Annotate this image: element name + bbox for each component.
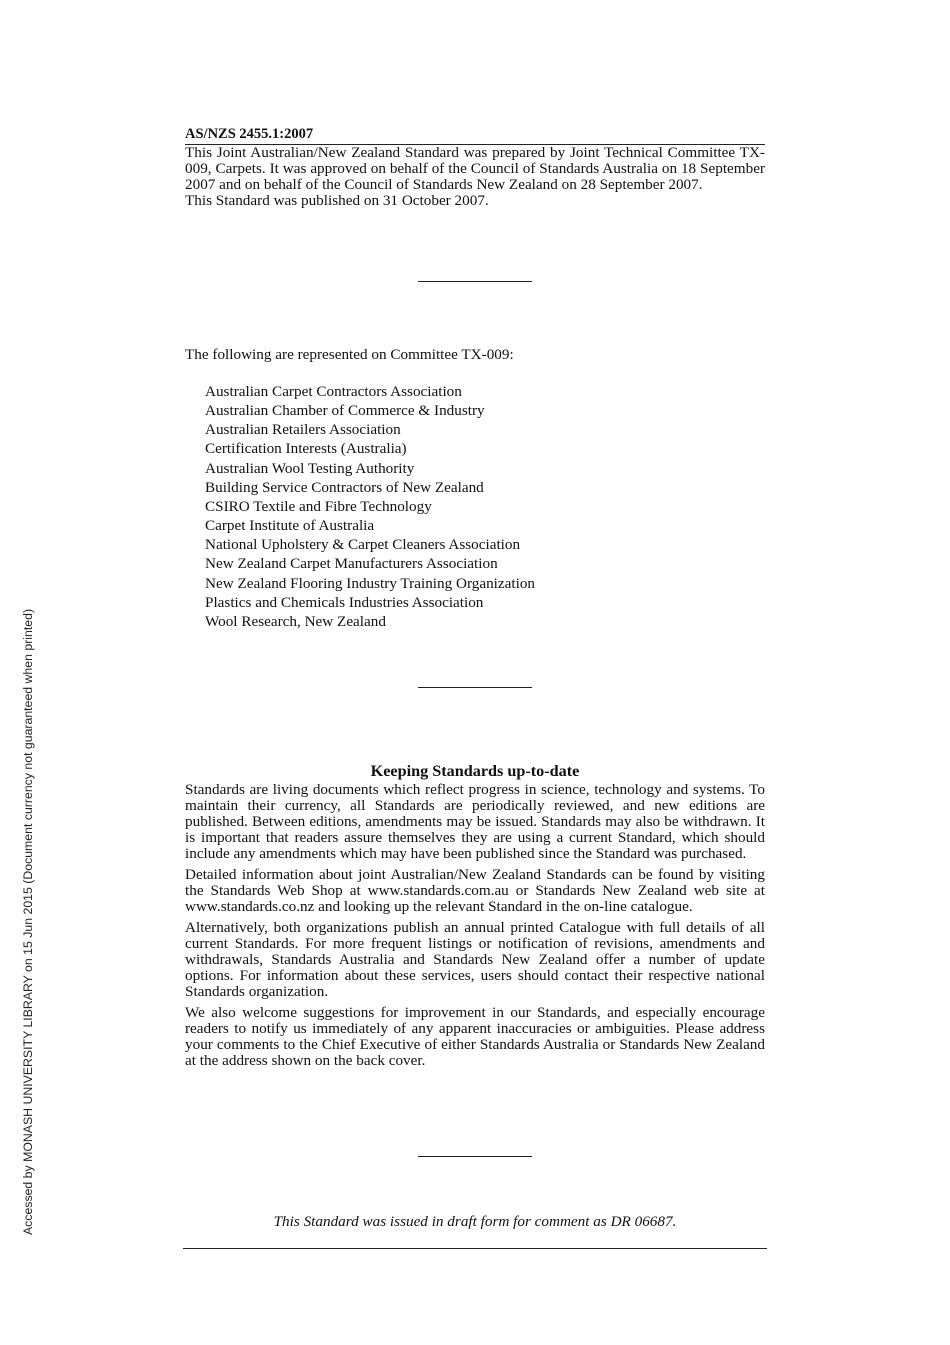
body-paragraph: We also welcome suggestions for improvement in our Standards, and especially encourage readers to notify us immediately of any apparent inaccuracies or ambiguities. Please address your comments to the Chief Executive of either Standards Australia or Standards New Zealand at the address shown on the back cover. xyxy=(185,1004,765,1069)
committee-intro: The following are represented on Committee TX-009: xyxy=(185,346,514,363)
footer-rule xyxy=(183,1248,767,1249)
list-item: Wool Research, New Zealand xyxy=(205,612,386,630)
header-block xyxy=(185,126,765,209)
section-divider xyxy=(418,1156,532,1157)
body-paragraph: Detailed information about joint Australian/New Zealand Standards can be found by visiting the Standards Web Shop at www.standards.com.au or Standards New Zealand web site at www.standards.co.nz and looking up the relevant Standard in the on-line catalogue. xyxy=(185,866,765,915)
list-item: Plastics and Chemicals Industries Association xyxy=(205,593,484,611)
section-divider xyxy=(418,687,532,688)
list-item: New Zealand Carpet Manufacturers Association xyxy=(205,555,498,573)
draft-note: This Standard was issued in draft form for comment as DR 06687. xyxy=(273,1213,677,1230)
section-divider xyxy=(418,281,532,282)
body-paragraph: Alternatively, both organizations publish an annual printed Catalogue with full details of all current Standards. For more frequent listings or notification of revisions, amendments and withdrawals, Standards Australia and Standards New Zealand offer a number of update options. For information about these services, users should contact their respective national Standards organization. xyxy=(185,919,765,1000)
committee-member-list xyxy=(205,382,535,631)
list-item: Building Service Contractors of New Zealand xyxy=(205,478,484,496)
section-heading: Keeping Standards up-to-date xyxy=(370,762,580,780)
body-paragraph: Standards are living documents which reflect progress in science, technology and systems. To maintain their currency, all Standards are periodically reviewed, and new editions are published. Between editions, amendments may be issued. Standards may also be withdrawn. It is important that readers assure themselves they are using a current Standard, which should include any amendments which may have been published since the Standard was purchased. xyxy=(185,781,765,862)
list-item: National Upholstery & Carpet Cleaners Association xyxy=(205,536,521,554)
access-watermark: Accessed by MONASH UNIVERSITY LIBRARY on 15 Jun 2015 (Document currency not guaranteed when printed) xyxy=(21,608,35,1236)
published-line: This Standard was published on 31 October 2007. xyxy=(185,192,489,209)
list-item: Australian Carpet Contractors Association xyxy=(205,383,462,400)
document-id: AS/NZS 2455.1:2007 xyxy=(185,126,314,142)
list-item: Australian Wool Testing Authority xyxy=(205,459,415,477)
list-item: Carpet Institute of Australia xyxy=(205,517,375,535)
list-item: Certification Interests (Australia) xyxy=(205,440,407,458)
list-item: CSIRO Textile and Fibre Technology xyxy=(205,497,432,515)
keeping-standards-section xyxy=(185,762,765,1074)
list-item: New Zealand Flooring Industry Training Organization xyxy=(205,574,536,592)
approval-paragraph: This Joint Australian/New Zealand Standard was prepared by Joint Technical Committee TX-009, Carpets. It was approved on behalf of the Council of Standards Australia on 18 September 2007 and on behalf of the Council of Standards New Zealand on 28 September 2007. xyxy=(185,144,765,193)
list-item: Australian Retailers Association xyxy=(205,421,401,439)
list-item: Australian Chamber of Commerce & Industry xyxy=(205,402,485,420)
